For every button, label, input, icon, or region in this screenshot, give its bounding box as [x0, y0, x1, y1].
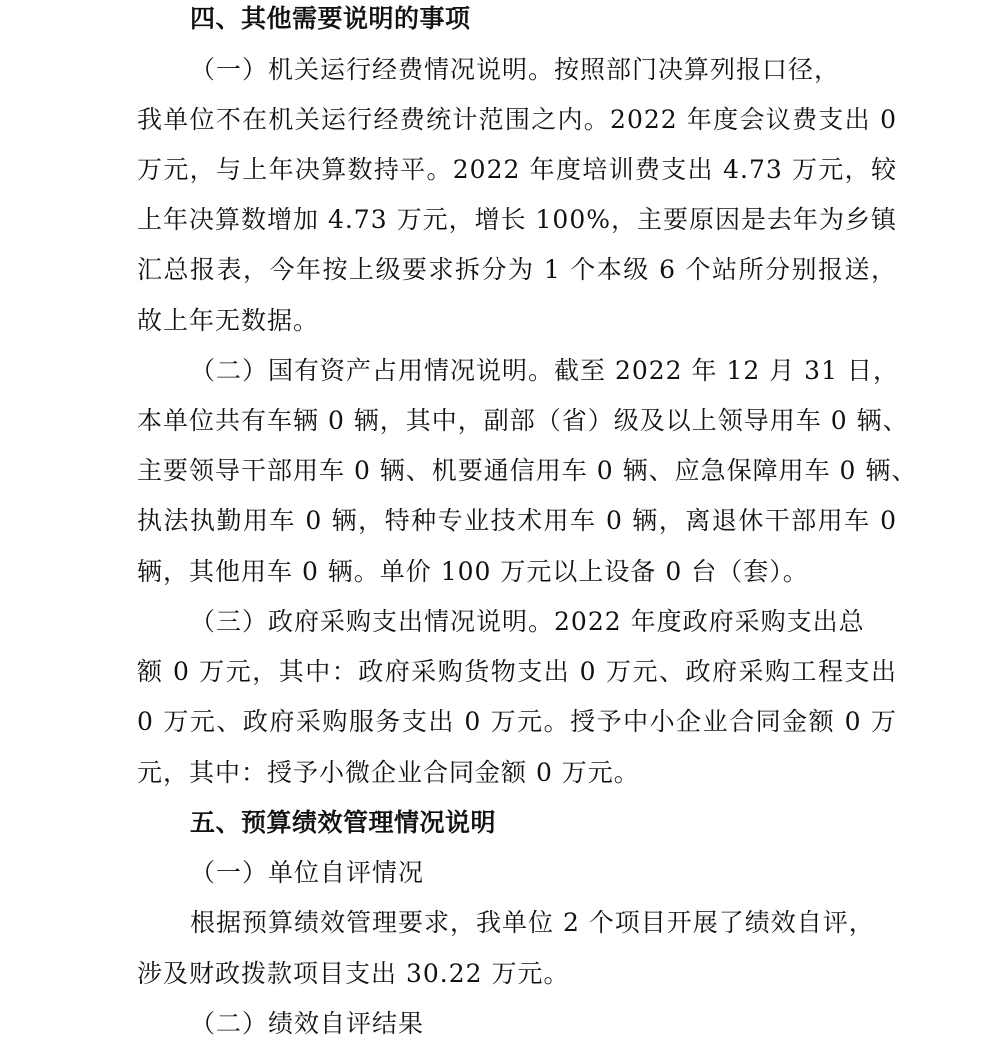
item-4-3-text: 。2022 年度政府采购支出总 — [528, 607, 865, 636]
item-5-1-line: 涉及财政拨款项目支出 30.22 万元。 — [137, 959, 570, 988]
item-4-2-first-line — [190, 356, 899, 386]
item-4-1-line: 我单位不在机关运行经费统计范围之内。2022 年度会议费支出 0 — [137, 105, 897, 134]
item-4-2-line: 执法执勤用车 0 辆，特种专业技术用车 0 辆，离退休干部用车 0 — [137, 506, 897, 535]
item-4-2-title: （二）国有资产占用情况说明 — [190, 356, 529, 385]
item-4-3-line: 0 万元、政府采购服务支出 0 万元。授予中小企业合同金额 0 万 — [137, 707, 897, 736]
item-4-3-first-line — [190, 607, 890, 637]
item-5-1-title: （一）单位自评情况 — [190, 858, 425, 887]
item-5-2-title: （二）绩效自评结果 — [190, 1009, 425, 1038]
item-4-2-text: 。截至 2022 年 12 月 31 日， — [528, 356, 899, 385]
item-4-1-line: 汇总报表，今年按上级要求拆分为 1 个本级 6 个站所分别报送， — [137, 255, 897, 284]
item-5-1-line: 根据预算绩效管理要求，我单位 2 个项目开展了绩效自评， — [190, 908, 875, 937]
item-4-3-line: 额 0 万元，其中：政府采购货物支出 0 万元、政府采购工程支出 — [137, 657, 897, 686]
item-4-2-line: 主要领导干部用车 0 辆、机要通信用车 0 辆、应急保障用车 0 辆、 — [137, 456, 918, 485]
item-4-1-line: 万元，与上年决算数持平。2022 年度培训费支出 4.73 万元，较 — [137, 155, 897, 184]
item-4-1-text: 。按照部门决算列报口径， — [528, 55, 841, 84]
item-4-1-line: 上年决算数增加 4.73 万元，增长 100%，主要原因是去年为乡镇 — [137, 205, 897, 234]
item-4-1-title: （一）机关运行经费情况说明 — [190, 55, 529, 84]
item-4-1-line: 故上年无数据。 — [137, 306, 320, 335]
section-4-heading: 四、其他需要说明的事项 — [190, 4, 471, 33]
section-5-heading: 五、预算绩效管理情况说明 — [190, 808, 497, 837]
item-4-3-title: （三）政府采购支出情况说明 — [190, 607, 529, 636]
item-4-2-line: 辆，其他用车 0 辆。单价 100 万元以上设备 0 台（套）。 — [137, 557, 809, 586]
item-4-2-line: 本单位共有车辆 0 辆，其中，副部（省）级及以上领导用车 0 辆、 — [137, 406, 909, 435]
item-4-3-line: 元，其中：授予小微企业合同金额 0 万元。 — [137, 758, 640, 787]
item-4-1-first-line — [190, 55, 890, 85]
